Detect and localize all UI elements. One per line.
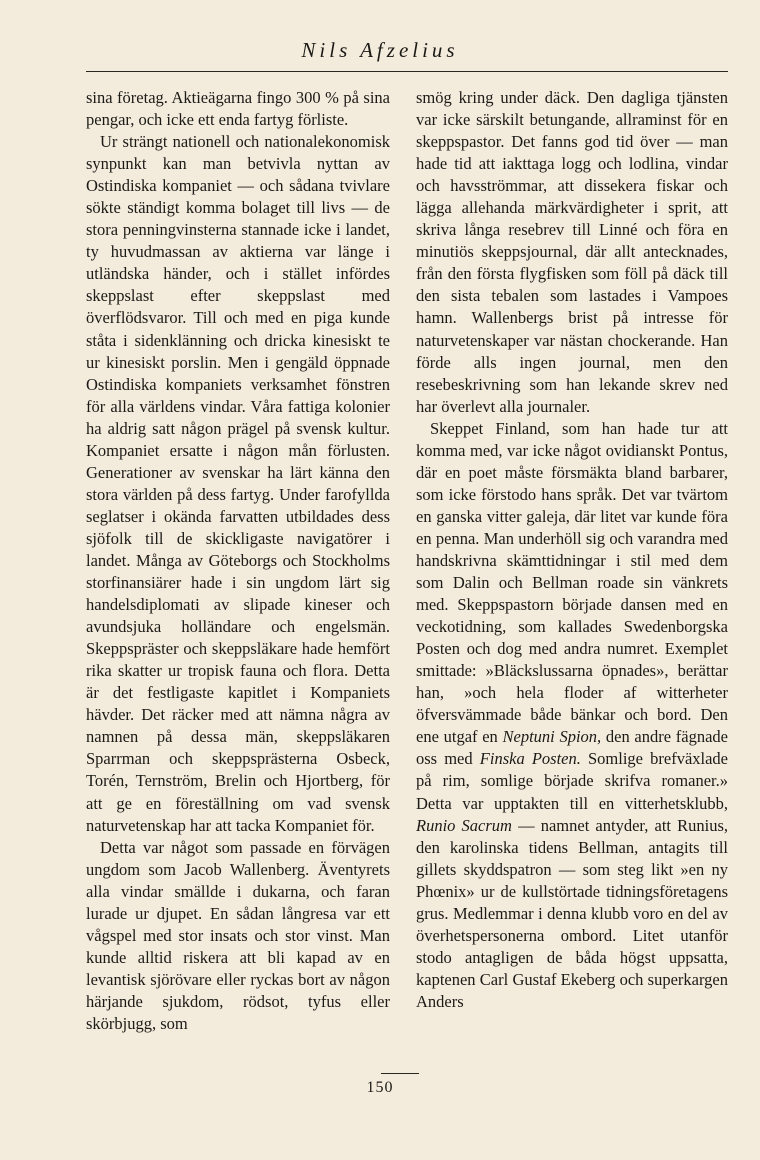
header-rule [86, 71, 728, 72]
text-run: Somlige brefväxlade på rim, somlige började skrifva romaner.» Detta var upptakten till en vitterhetsklubb, [416, 749, 728, 813]
paragraph: Ur strängt nationell och nationalekonomisk synpunkt kan man betvivla nyttan av Ostindiska kompaniet — och sådana tvivlare sökte ständigt komma bolaget till livs — de stora penningvinsterna stannade icke i landet, ty huvudmassan av aktierna var länge i utländska händer, och i stället infördes skeppslast efter skeppslast med överflödsvaror. Till och med en piga kunde ståta i sidenklänning och dricka kinesiskt te ur kinesiskt porslin. Men i gengäld öppnade Ostindiska kompaniets verksamhet fönstren för alla världens vindar. Våra fattiga kolonier ha aldrig satt någon prägel på svensk kultur. Kompaniet ersatte i någon mån förlusten. Generationer av svenskar ha lärt känna den stora världen på dess fartyg. Under farofyllda seglatser i okända farvatten utbildades dess sjöfolk till de skickligaste navigatörer i landet. Många av Göteborgs och Stockholms storfinansiärer hade i sin ungdom lärt sig handelsdiplomati av slipade kineser och avundsjuka holländare och engelsmän. Skeppspräster och skeppsläkare hade hemfört rika skatter ur tropisk fauna och flora. Detta är det festligaste kapitlet i Kompaniets hävder. Det räcker med att nämna några av namnen på dessa män, skeppsläkaren Sparrman och skeppsprästerna Osbeck, Torén, Ternström, Brelin och Hjortberg, för att ge en föreställning om vad svensk naturvetenskap har att tacka Kompaniet för. [86, 132, 390, 835]
running-header: Nils Afzelius [301, 38, 459, 62]
paragraph: smög kring under däck. Den dagliga tjänsten var icke särskilt betungande, allraminst för en skeppspastor. Det fanns god tid över — man hade tid att iakttaga logg och lodlina, vindar och havsströmmar, att dissekera fiskar och lägga allehanda märkvärdigheter i sprit, att skriva långa resebrev till Linné och föra en minutiös skeppsjournal, där allt antecknades, från den första flygfisken som föll på däck till den sista tebalen som lastades i Vampoes hamn. Wallenbergs brist på intresse för naturvetenskaper var nästan chockerande. Han förde alls ingen journal, men den resebeskrivning som han lekande skrev ned har överlevt alla journaler. [416, 88, 728, 416]
paragraph: sina företag. Aktieägarna fingo 300 % på sina pengar, och icke ett enda fartyg förliste. [86, 88, 390, 130]
journal-title: Neptuni Spion, [502, 727, 602, 747]
right-column [416, 87, 728, 1013]
text-run: — namnet antyder, att Runius, den karolinska tidens Bellman, antagits till gillets skyddspatron — som steg likt »en ny Phœnix» ur de kullstörtade tidningsföretagens grus. Medlemmar i denna klubb voro en del av överhetspersonerna ombord. Litet utanför stodo antagligen de båda högst uppsatta, kaptenen Carl Gustaf Ekeberg och superkargen Anders [416, 815, 729, 1011]
footer-rule [381, 1073, 419, 1074]
page-number: 150 [366, 1079, 394, 1096]
journal-title: Finska Posten. [479, 749, 581, 769]
text-run: den andre fägnade oss med [416, 727, 728, 769]
paragraph [416, 418, 728, 1013]
paragraph: Detta var något som passade en förvägen ungdom som Jacob Wallenberg. Äventyrets alla vindar smällde i dukarna, och faran lurade ur djupet. En sådan långresa var ett vågspel med stor insats och stor vinst. Man kunde alltid riskera att bli kapad av en levantisk sjörövare eller ryckas bort av någon härjande sjukdom, rödsot, tyfus eller skörbjugg, som [86, 837, 390, 1033]
text-run: Skeppet Finland, som han hade tur att komma med, var icke något ovidianskt Pontus, där en poet måste försmäkta bland barbarer, som icke förstodo hans språk. Det var tvärtom en ganska vitter galeja, där litet var kunde föra en penna. Man underhöll sig och varandra med handskrivna skämttidningar i stil med dem som Dalin och Bellman roade sin vänkrets med. Skeppspastorn började dansen med en veckotidning, som kallades Swedenborgska Posten och dog med andra numret. Exemplet smittade: »Bläckslussarna öpnades», berättar han, »och hela floder af witterheter öfversvämmade både bänkar och bord. Den ene utgaf en [416, 418, 728, 747]
club-title: Runio Sacrum [416, 815, 512, 835]
left-column [86, 87, 390, 1035]
